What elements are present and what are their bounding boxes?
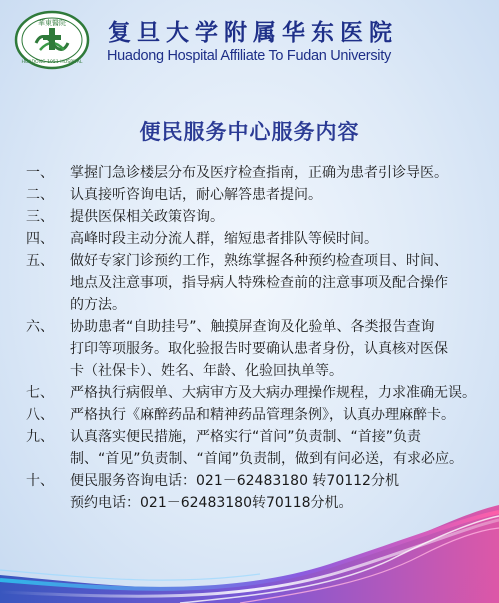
- service-item-number: 八、: [26, 407, 54, 423]
- service-item-line: 做好专家门诊预约工作，熟练掌握各种预约检查项目、时间、: [70, 253, 448, 269]
- logo-text-bottom: HUADONG 1951 HOSPITAL: [21, 60, 83, 65]
- service-item-line: 便民服务咨询电话：021－62483180 转70112分机: [70, 473, 399, 489]
- service-item-line: 认真落实便民措施，严格实行“首问”负责制、“首接”负责: [70, 429, 422, 445]
- service-item-line: 认真接听咨询电话，耐心解答患者提问。: [70, 187, 322, 203]
- service-item-number: 九、: [26, 429, 54, 445]
- service-item-line: 打印等项服务。取化验报告时要确认患者身份，认真核对医保: [70, 341, 448, 357]
- service-item-number: 二、: [26, 187, 54, 203]
- service-item-line: 高峰时段主动分流人群，缩短患者排队等候时间。: [70, 231, 378, 247]
- service-item-number: 四、: [26, 231, 54, 247]
- service-item-line: 掌握门急诊楼层分布及医疗检查指南，正确为患者引诊导医。: [70, 165, 448, 181]
- service-item-number: 五、: [26, 253, 54, 269]
- service-item-number: 三、: [26, 209, 54, 225]
- service-item-number: 六、: [26, 319, 54, 335]
- service-item-number: 七、: [26, 385, 54, 401]
- service-item-number: 一、: [26, 165, 54, 181]
- service-item-number: 十、: [26, 473, 54, 489]
- service-item-line: 提供医保相关政策咨询。: [70, 209, 224, 225]
- service-item-line: 制、“首见”负责制、“首闻”负责制，做到有问必送，有求必应。: [70, 451, 464, 467]
- service-item-line: 卡（社保卡）、姓名、年龄、化验回执单等。: [70, 363, 343, 379]
- service-item-line: 预约电话：021－62483180转70118分机。: [70, 495, 353, 511]
- logo-text-top: 華東醫院: [38, 19, 66, 27]
- page-title: 便民服务中心服务内容: [139, 120, 360, 144]
- hospital-name-cn: 复旦大学附属华东医院: [108, 19, 398, 46]
- hospital-name-en: Huadong Hospital Affiliate To Fudan University: [107, 48, 391, 64]
- service-item-line: 协助患者“自助挂号”、触摸屏查询及化验单、各类报告查询: [70, 319, 435, 335]
- service-item-line: 的方法。: [70, 297, 126, 313]
- service-item-line: 严格执行《麻醉药品和精神药品管理条例》，认真办理麻醉卡。: [70, 407, 455, 423]
- service-item-line: 严格执行病假单、大病审方及大病办理操作规程，力求准确无误。: [70, 385, 476, 401]
- service-item-line: 地点及注意事项，指导病人特殊检查前的注意事项及配合操作: [70, 275, 448, 291]
